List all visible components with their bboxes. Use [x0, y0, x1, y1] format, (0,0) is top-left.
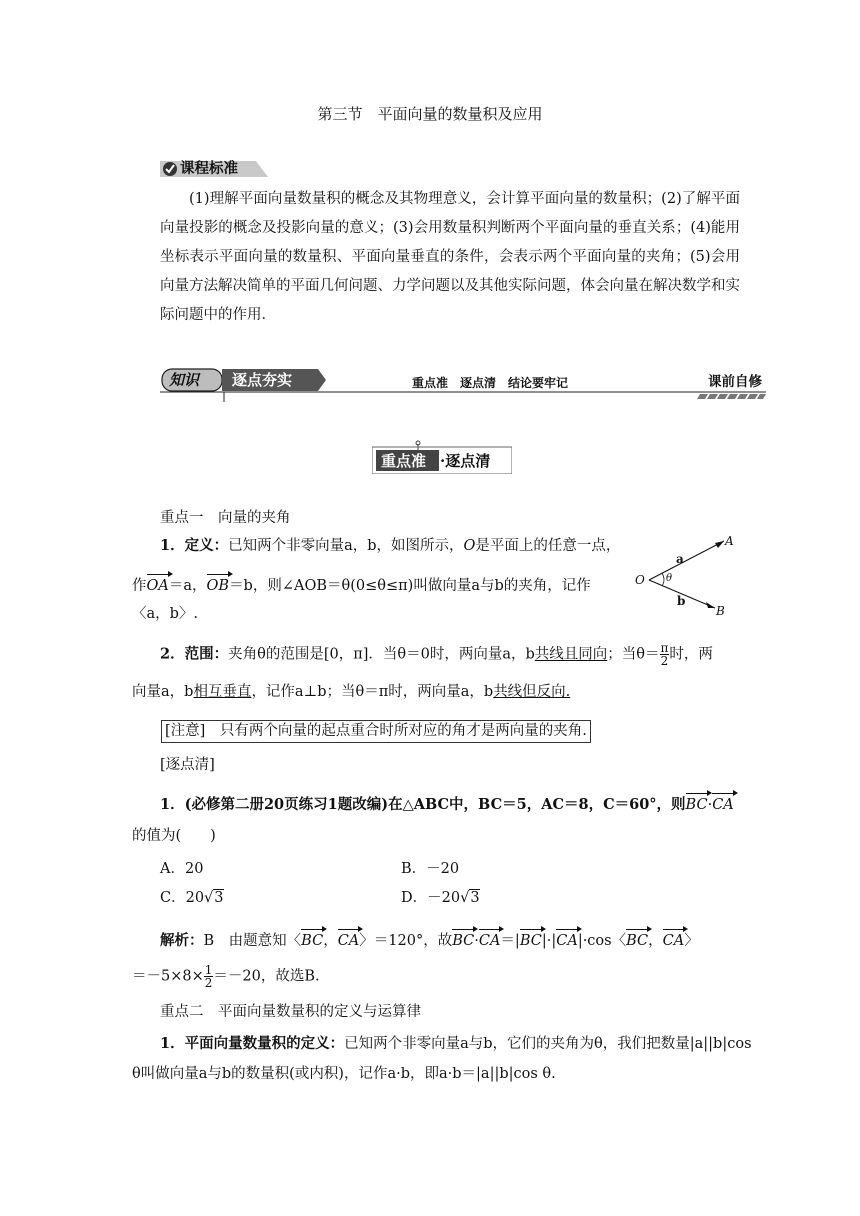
abs-bar: |	[577, 933, 583, 949]
vector-ca: CA	[479, 928, 501, 951]
denominator: 2	[660, 654, 669, 668]
solution-line-2	[132, 964, 320, 989]
dot-product-definition-label: 1．平面向量数量积的定义：	[160, 1035, 345, 1052]
practice-heading: [逐点清]	[160, 757, 215, 773]
definition-line-3: 〈a，b〉.	[132, 606, 199, 622]
range-text: 向量a，b	[132, 684, 194, 700]
option-d	[401, 888, 480, 908]
range-text: 夹角θ的范围是[0，π]．当θ＝0时，两向量a，b	[228, 646, 535, 663]
definition-line-1	[160, 536, 620, 556]
dot-operator: ·	[707, 797, 713, 813]
figure-label-theta: θ	[666, 573, 673, 584]
underlined-answer: 共线且同向	[534, 646, 608, 663]
key-point-2-heading: 重点二 平面向量数量积的定义与运算律	[160, 1004, 421, 1020]
course-standard-label: 课程标准	[180, 161, 238, 177]
figure-label-b-point: B	[716, 604, 725, 618]
range-label: 2．范围：	[160, 645, 229, 663]
fraction-pi-over-2	[660, 642, 670, 667]
sqrt-radicand: 3	[214, 890, 224, 906]
dot-product-definition-text: 已知两个非零向量a与b，它们的夹角为θ，我们把数量|a||b|cos	[344, 1036, 752, 1052]
solution-text: ＝－20，故选B.	[213, 968, 320, 985]
comma: ，	[323, 933, 338, 949]
dot-operator: ·	[474, 933, 479, 949]
question-text: 1．(必修第二册20页练习1题改编)在△ABC中，BC＝5，AC＝8，C＝60°，则	[160, 796, 686, 813]
vector-ca: CA	[556, 928, 578, 951]
denominator: 2	[204, 976, 213, 990]
sqrt-icon: √	[204, 890, 214, 906]
solution-line-1	[160, 928, 699, 951]
question-1-line-2: 的值为( )	[132, 828, 216, 844]
course-standard-text: (1)理解平面向量数量积的概念及其物理意义，会计算平面向量的数量积；(2)了解平面向量投影的概念及投影向量的意义；(3)会用数量积判断两个平面向量的垂直关系；(4)能用坐标表示平面向量的数量积、平面向量垂直的条件，会表示两个平面向量的夹角；(5)会用向量方法解决简单的平面几何问题、力学问题以及其他实际问题，体会向量在解决数学和实际问题中的作用．	[160, 191, 740, 323]
solution-label: 解析：	[160, 932, 204, 949]
figure-label-a-vector: a	[676, 552, 684, 566]
solution-text: ·cos〈	[582, 933, 627, 949]
definition-text: ＝b，则∠AOB＝θ(0≤θ≤π)叫做向量a与b的夹角，记作	[229, 578, 591, 594]
banner-knowledge-label: 知识	[169, 371, 200, 389]
banner-slogan: 重点准 逐点清 结论要牢记	[412, 376, 569, 390]
vector-ca: CA	[663, 928, 685, 951]
solution-text: B 由题意知〈	[203, 933, 302, 949]
definition-text: 已知两个非零向量a，b，如图所示，	[228, 538, 464, 554]
option-c-text: C．20	[160, 890, 205, 906]
option-a: A．20	[160, 861, 204, 877]
vector-bc: BC	[626, 928, 648, 951]
option-b: B．－20	[401, 861, 460, 877]
definition-label: 1．定义：	[160, 537, 229, 554]
key-point-1-heading: 重点一 向量的夹角	[160, 510, 291, 526]
sub-banner-right: ·逐点清	[440, 452, 491, 470]
sqrt-radicand: 3	[470, 890, 480, 906]
underlined-answer: 共线但反向.	[493, 684, 571, 700]
section-banner	[160, 366, 766, 404]
sub-banner-left: 重点准	[381, 452, 427, 470]
numerator: 1	[204, 963, 213, 977]
equals: ＝|	[500, 933, 520, 949]
option-d-text: D．－20	[401, 890, 461, 906]
numerator: π	[660, 641, 669, 655]
vector-ca: CA	[338, 928, 360, 951]
sqrt-icon: √	[460, 890, 470, 906]
dot-product-definition-line-1	[160, 1034, 752, 1054]
vector-bc: BC	[520, 928, 542, 951]
definition-text-end: 是平面上的任意一点，	[475, 538, 621, 554]
vector-ca: CA	[712, 792, 734, 815]
figure-label-o-point: O	[635, 573, 645, 587]
vector-bc: BC	[686, 792, 708, 815]
comma: ，	[648, 933, 663, 949]
question-1-line-1	[160, 792, 734, 815]
range-line-1	[160, 642, 713, 667]
figure-label-b-vector: b	[677, 594, 686, 608]
vector-ob: OB	[207, 573, 230, 596]
range-text: 时，两	[669, 646, 713, 663]
definition-text: ＝a，	[168, 578, 207, 594]
fraction-one-half	[204, 964, 214, 989]
underlined-answer: 相互垂直	[193, 684, 252, 700]
solution-text: ＝－5×8×	[132, 968, 204, 985]
range-text: ；当θ＝	[607, 646, 660, 663]
abs-bars: |·|	[541, 933, 557, 949]
solution-text: 〉＝120°，故	[359, 933, 453, 949]
angle-figure	[632, 532, 742, 618]
vector-bc: BC	[301, 928, 323, 951]
page-title: 第三节 平面向量的数量积及应用	[317, 105, 543, 123]
vector-bc: BC	[452, 928, 474, 951]
dot-product-definition-line-2: θ叫做向量a与b的数量积(或内积)，记作a·b，即a·b＝|a||b|cos θ.	[132, 1066, 556, 1082]
definition-text: 作	[132, 578, 147, 594]
range-text: ，记作a⊥b；当θ＝π时，两向量a，b	[251, 684, 494, 700]
figure-label-a-point: A	[725, 534, 734, 548]
note-box: [注意] 只有两个向量的起点重合时所对应的角才是两向量的夹角.	[161, 720, 591, 743]
sub-banner	[372, 438, 512, 474]
banner-subtitle: 逐点夯实	[232, 371, 293, 389]
vector-oa: OA	[147, 573, 169, 596]
range-line-2	[132, 682, 570, 702]
option-c	[160, 888, 224, 908]
angle-bracket: 〉	[684, 933, 699, 949]
definition-line-2	[132, 573, 591, 596]
point-o: O	[463, 538, 476, 554]
banner-right-label: 课前自修	[708, 374, 762, 390]
